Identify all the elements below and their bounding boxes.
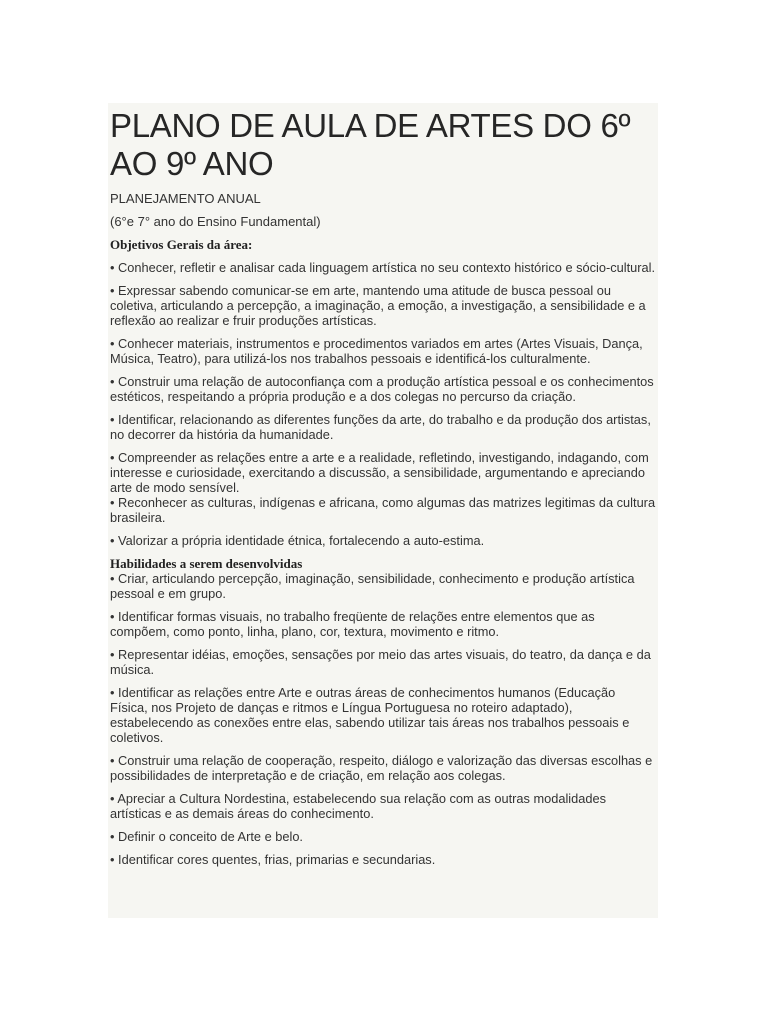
grade-note: (6°e 7° ano do Ensino Fundamental) <box>110 214 321 229</box>
skill-item: • Criar, articulando percepção, imaginação, sensibilidade, conhecimento e produção artística pessoal e em grupo. <box>110 571 635 601</box>
objective-item: • Compreender as relações entre a arte e a realidade, refletindo, investigando, indagando, com interesse e curiosidade, exercitando a discussão, a sensibilidade, argumentando e apreciando arte de modo sensível. <box>110 450 649 495</box>
skill-item: • Identificar formas visuais, no trabalho freqüente de relações entre elementos que as compõem, como ponto, linha, plano, cor, textura, movimento e ritmo. <box>110 609 595 639</box>
objective-item: • Identificar, relacionando as diferentes funções da arte, do trabalho e da produção dos artistas, no decorrer da história da humanidade. <box>110 412 651 442</box>
document-page <box>108 103 658 918</box>
skill-item: • Apreciar a Cultura Nordestina, estabelecendo sua relação com as outras modalidades artísticas e as demais áreas do conhecimento. <box>110 791 607 821</box>
objectives-heading: Objetivos Gerais da área: <box>110 237 253 252</box>
skill-item: • Definir o conceito de Arte e belo. <box>110 829 303 844</box>
document-title: PLANO DE AULA DE ARTES DO 6º AO 9º ANO <box>110 107 631 182</box>
objective-item: • Expressar sabendo comunicar-se em arte, mantendo uma atitude de busca pessoal ou coletiva, articulando a percepção, a imaginação, a emoção, a investigação, a sensibilidade e a reflexão ao realizar e fruir produções artísticas. <box>110 283 646 328</box>
skill-item: • Representar idéias, emoções, sensações por meio das artes visuais, do teatro, da dança e da música. <box>110 647 651 677</box>
objective-item: • Reconhecer as culturas, indígenas e africana, como algumas das matrizes legitimas da cultura brasileira. <box>110 495 656 525</box>
skills-heading: Habilidades a serem desenvolvidas <box>110 556 303 571</box>
objective-item: • Conhecer, refletir e analisar cada linguagem artística no seu contexto histórico e sócio-cultural. <box>110 260 656 275</box>
document-subtitle: PLANEJAMENTO ANUAL <box>110 191 261 206</box>
objective-item: • Construir uma relação de autoconfiança com a produção artística pessoal e os conhecimentos estéticos, respeitando a própria produção e a dos colegas no percurso da criação. <box>110 374 654 404</box>
skill-item: • Identificar as relações entre Arte e outras áreas de conhecimentos humanos (Educação Física, nos Projeto de danças e ritmos e Língua Portuguesa no roteiro adaptado), estabelecendo as conexões entre elas, sabendo utilizar tais áreas nos trabalhos pessoais e coletivos. <box>110 685 630 745</box>
skill-item: • Construir uma relação de cooperação, respeito, diálogo e valorização das diversas escolhas e possibilidades de interpretação e de criação, em relação aos colegas. <box>110 753 653 783</box>
skill-item: • Identificar cores quentes, frias, primarias e secundarias. <box>110 852 436 867</box>
objective-item: • Conhecer materiais, instrumentos e procedimentos variados em artes (Artes Visuais, Dança, Música, Teatro), para utilizá-los nos trabalhos pessoais e identificá-los culturalmente. <box>110 336 643 366</box>
objective-item: • Valorizar a própria identidade étnica, fortalecendo a auto-estima. <box>110 533 485 548</box>
